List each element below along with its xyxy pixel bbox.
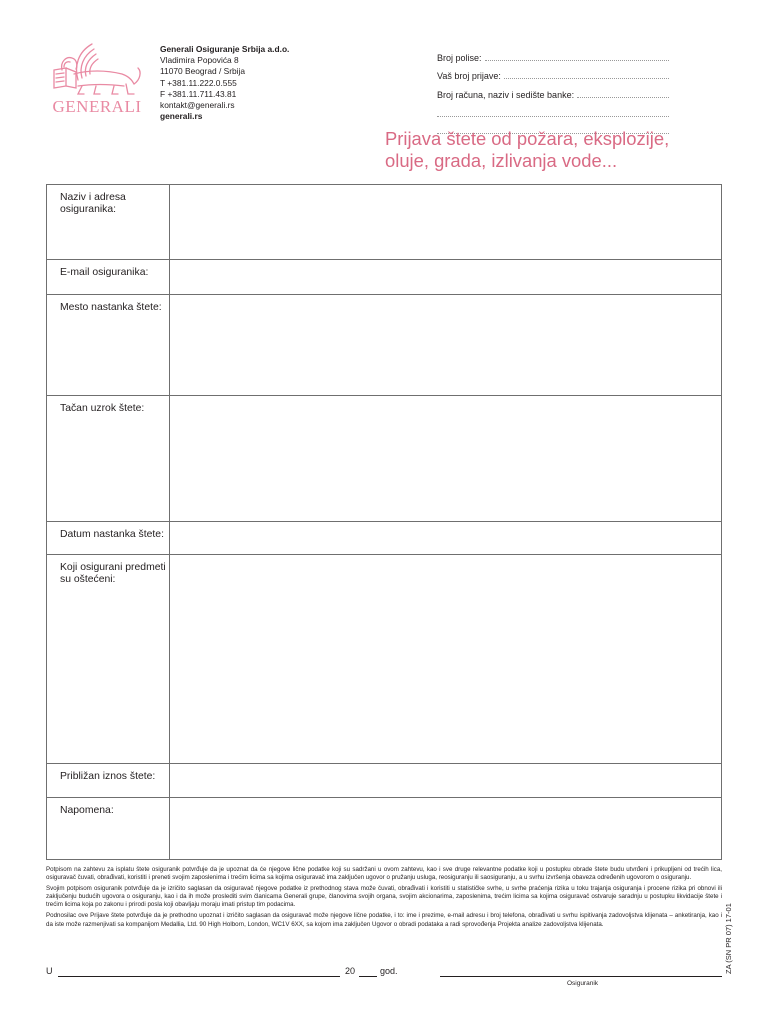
- company-email: kontakt@generali.rs: [160, 100, 235, 111]
- damaged-items-label: Koji osigurani predmeti su oštećeni:: [47, 555, 170, 763]
- insured-email-field[interactable]: [170, 260, 721, 294]
- consent-paragraph-1: Potpisom na zahtevu za isplatu štete osiguranik potvrđuje da je upoznat da će njegove lične podatke koji su sadržani u ovom zahtevu, kao i sve druge relevantne podatke koji u postupku obrade štete budu utvrđeni i prikupljeni od trećih lica, osiguravač čuvati, obrađivati, koristiti i preneti svojim zaposlenima i trećim licima sa kojima osiguravač ima zaključen ugovor o pružanju usluga, reosiguranju ili saosiguranju, a u svrhu izvršenja obaveza određenih ugovorom o osiguranju.: [46, 866, 722, 882]
- damage-amount-label: Približan iznos štete:: [47, 764, 170, 797]
- claim-number-line[interactable]: [504, 77, 669, 79]
- consent-text-block: [46, 866, 722, 932]
- claim-form-table: [46, 184, 722, 860]
- damage-cause-label: Tačan uzrok štete:: [47, 396, 170, 521]
- damage-cause-field[interactable]: [170, 396, 721, 521]
- note-label: Napomena:: [47, 798, 170, 859]
- form-row-damaged-items: [47, 555, 721, 764]
- form-title-line-1: Prijava štete od požara, eksplozije,: [385, 128, 670, 149]
- company-phone: T +381.11.222.0.555: [160, 77, 237, 88]
- form-row-damage-date: [47, 522, 721, 555]
- company-address-block: [160, 44, 289, 122]
- damage-amount-field[interactable]: [170, 764, 721, 797]
- insured-address-label: Naziv i adresa osiguranika:: [47, 185, 170, 259]
- damage-date-field[interactable]: [170, 522, 721, 554]
- bank-account-field[interactable]: [437, 81, 669, 100]
- signature-line[interactable]: [440, 976, 722, 977]
- place-line[interactable]: [58, 976, 340, 977]
- damage-location-label: Mesto nastanka štete:: [47, 295, 170, 395]
- form-title: [385, 128, 745, 171]
- company-website: generali.rs: [160, 111, 203, 122]
- consent-paragraph-3: Podnosilac ove Prijave štete potvrđuje da je prethodno upoznat i izričito saglasan da osiguravač može njegove lične podatke, i to: ime i prezime, e-mail adresu i broj telefona, obrađivati u svrhu ispitivanja zadovoljstva klijenata – anketiranja, kao i da iste može razmenjivati sa kompanijom Medallia, Ltd. 90 High Holborn, London, WC1V 6XX, sa kojom ima zaključen Ugovor o obradi podataka a radi sprovođenja Projekta analize zadovoljstva klijenata.: [46, 912, 722, 928]
- form-row-insured-email: [47, 260, 721, 295]
- place-prefix: U: [46, 966, 53, 976]
- reference-fields: [437, 44, 669, 134]
- logo-wordmark: GENERALI: [52, 97, 142, 116]
- insured-address-field[interactable]: [170, 185, 721, 259]
- form-row-damage-cause: [47, 396, 721, 522]
- form-row-damage-location: [47, 295, 721, 396]
- damaged-items-field[interactable]: [170, 555, 721, 763]
- claim-number-field[interactable]: [437, 63, 669, 82]
- bank-account-label: Broj računa, naziv i sedište banke:: [437, 89, 575, 100]
- policy-number-field[interactable]: [437, 44, 669, 63]
- year-suffix: god.: [380, 966, 398, 976]
- form-row-note: [47, 798, 721, 859]
- year-prefix: 20: [345, 966, 356, 976]
- form-row-damage-amount: [47, 764, 721, 798]
- signature-caption: Osiguranik: [566, 980, 599, 987]
- year-line[interactable]: [359, 976, 377, 977]
- damage-date-label: Datum nastanka štete:: [47, 522, 170, 554]
- policy-number-line[interactable]: [485, 59, 669, 61]
- note-field[interactable]: [170, 798, 721, 859]
- claim-number-label: Vaš broj prijave:: [437, 71, 501, 81]
- policy-number-label: Broj polise:: [437, 52, 482, 63]
- company-street: Vladimira Popovića 8: [160, 55, 239, 66]
- consent-paragraph-2: Svojim potpisom osiguranik potvrđuje da je izričito saglasan da osiguravač njegove podatke iz prethodnog stava može čuvati, obrađivati i koristiti u statističke svrhe, u svrhe praćenja rizika u toku trajanja osiguranja i procene rizika pri obnovi ili zaključenju budućih ugovora o osiguranju, kao i da ih može proslediti svim članicama Generali grupe, članovima svojih organa, svojim akcionarima, zaposlenima, trećim licima sa kojima osiguravač ostvaruje saradnju u postupku likvidacije štete i trećim licima koja po zakonu i prirodi posla koji obavljaju moraju imati pristup tim podacima.: [46, 885, 722, 909]
- bank-account-line[interactable]: [577, 96, 669, 98]
- company-fax: F +381.11.711.43.81: [160, 88, 237, 99]
- form-row-insured-address: [47, 185, 721, 260]
- insured-email-label: E-mail osiguranika:: [47, 260, 170, 294]
- generali-logo: [48, 40, 144, 116]
- damage-location-field[interactable]: [170, 295, 721, 395]
- company-name: Generali Osiguranje Srbija a.d.o.: [160, 44, 290, 54]
- form-title-line-2: oluje, grada, izlivanja vode...: [385, 149, 618, 171]
- company-city: 11070 Beograd / Srbija: [160, 66, 246, 77]
- bank-account-line-2[interactable]: [437, 100, 669, 117]
- form-code: ZA (SN PR 07) 17-01: [724, 903, 733, 974]
